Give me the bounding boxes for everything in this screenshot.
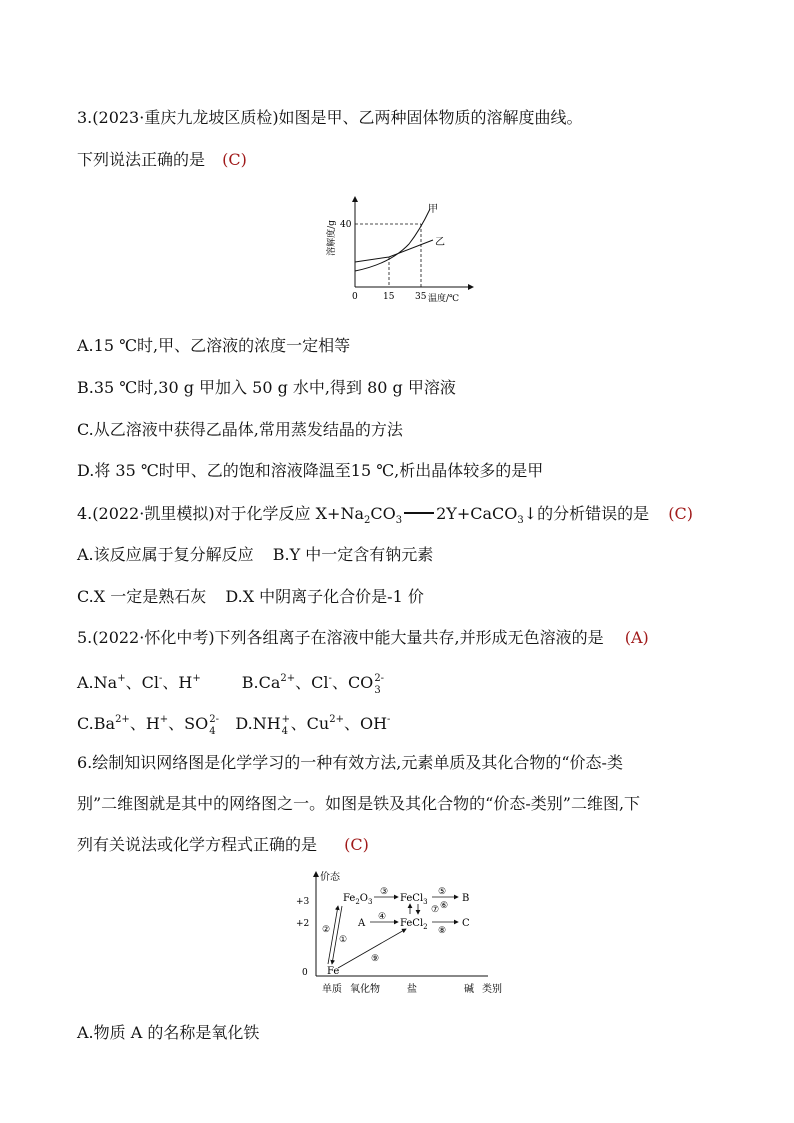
q3-answer: (C)	[222, 150, 247, 169]
step-4: ④	[378, 912, 387, 922]
step-1: ①	[339, 935, 348, 945]
solubility-x-tick-35: 35	[415, 292, 427, 302]
q6-option-a: A.物质 A 的名称是氧化铁	[77, 1023, 260, 1042]
node-fecl2: FeCl$_2$	[400, 918, 428, 931]
step-3: ③	[380, 887, 389, 897]
q4-option-a: A.该反应属于复分解反应	[77, 545, 254, 564]
q4-answer: (C)	[668, 504, 694, 523]
q6-stem-line3: 列有关说法或化学方程式正确的是	[77, 835, 318, 854]
diagram-x-cat-simple: 单质	[322, 984, 342, 995]
label-jia: 甲	[428, 204, 438, 215]
step-5: ⑤	[438, 887, 447, 897]
q4-mid2: 2Y+CaCO	[436, 504, 518, 523]
step-2: ②	[322, 925, 331, 935]
q4-sub-3b: 3	[517, 515, 524, 526]
diagram-y-tick-plus3: +3	[296, 897, 310, 907]
q4-options-cd	[77, 586, 424, 608]
q6-stem-2: 别”二维图就是其中的网络图之一。如图是铁及其化合物的“价态-类别”二维图,下	[77, 794, 641, 813]
q3-option-c: C.从乙溶液中获得乙晶体,常用蒸发结晶的方法	[77, 420, 403, 439]
q3-option-b: B.35 ℃时,30 g 甲加入 50 g 水中,得到 80 g 甲溶液	[77, 378, 456, 397]
q5-option-d: D.NH + 4 、$Cu^{2+}$、OH-	[235, 714, 391, 737]
diagram-x-cat-salt: 盐	[407, 984, 417, 995]
q5-options-cd	[77, 709, 390, 735]
q4-option-c: C.X 一定是熟石灰	[77, 587, 207, 606]
label-yi: 乙	[435, 237, 445, 248]
solubility-x-tick-15: 15	[383, 292, 395, 302]
step-8: ⑧	[438, 926, 447, 936]
node-fe2o3: $Fe_2O_3$	[343, 893, 373, 906]
q5-stem	[77, 627, 649, 649]
q5-option-b: $B.Ca^{2+}$、Cl-、CO 2- 3	[241, 673, 385, 696]
q3-option-a: A.15 ℃时,甲、乙溶液的浓度一定相等	[77, 336, 351, 355]
solubility-chart	[327, 192, 490, 312]
q4-pre: 4.(2022·凯里模拟)对于化学反应 X+Na	[77, 504, 364, 523]
diagram-x-cat-oxide: 氧化物	[350, 984, 380, 995]
q5-text: 5.(2022·怀化中考)下列各组离子在溶液中能大量共存,并形成无色溶液的是	[77, 628, 604, 647]
q4-equals	[404, 512, 434, 514]
step-7: ⑦	[431, 905, 440, 915]
q5-options-ab	[77, 668, 383, 694]
q6-stem-3	[77, 834, 369, 856]
node-a: A	[358, 918, 366, 929]
step-6: ⑥	[440, 901, 449, 911]
solubility-x-tick-0: 0	[352, 292, 358, 302]
q4-post: ↓的分析错误的是	[523, 504, 650, 523]
node-fe: Fe	[327, 966, 340, 977]
node-fecl3: FeCl$_3$	[400, 893, 428, 906]
diagram-xlabel: 类别	[482, 984, 502, 995]
solubility-y-tick-40: 40	[340, 220, 352, 230]
q3-stem: 3.(2023·重庆九龙坡区质检)如图是甲、乙两种固体物质的溶解度曲线。	[77, 108, 583, 127]
solubility-xlabel: 温度/℃	[428, 294, 460, 304]
q5-option-c: $C.Ba^{2+}$、H+、SO 2- 4	[77, 714, 220, 737]
q4-option-d: D.X 中阴离子化合价是-1 价	[225, 587, 424, 606]
q4-options-ab	[77, 544, 433, 566]
q4-mid1: CO	[370, 504, 396, 523]
q5-answer: (A)	[624, 628, 649, 647]
valence-class-diagram	[292, 866, 522, 998]
curve-jia	[355, 209, 430, 271]
q4-sub-2: 2	[363, 515, 371, 526]
diagram-ylabel: 价态	[320, 872, 340, 883]
q3-stem-line2: 下列说法正确的是	[77, 150, 206, 169]
q6-answer: (C)	[344, 835, 369, 854]
diagram-y-tick-plus2: +2	[296, 919, 310, 929]
q4-option-b: B.Y 中一定含有钠元素	[272, 545, 434, 564]
diagram-x-cat-base: 碱	[464, 984, 474, 995]
q3-option-d: D.将 35 ℃时甲、乙的饱和溶液降温至15 ℃,析出晶体较多的是甲	[77, 461, 544, 480]
q5-option-a: A.Na+、Cl-、H+	[77, 673, 201, 692]
step-9: ⑨	[371, 954, 380, 964]
q4-sub-3a: 3	[395, 515, 403, 526]
arrow-2	[328, 906, 338, 964]
diagram-y-tick-0: 0	[302, 968, 308, 978]
node-b: B	[462, 893, 470, 904]
q4-stem	[77, 503, 693, 532]
solubility-ylabel: 溶解度/g	[327, 220, 337, 256]
node-c: C	[462, 918, 470, 929]
q6-stem-1: 6.绘制知识网络图是化学学习的一种有效方法,元素单质及其化合物的“价态-类	[77, 753, 623, 772]
q3-stem-2	[77, 149, 247, 171]
